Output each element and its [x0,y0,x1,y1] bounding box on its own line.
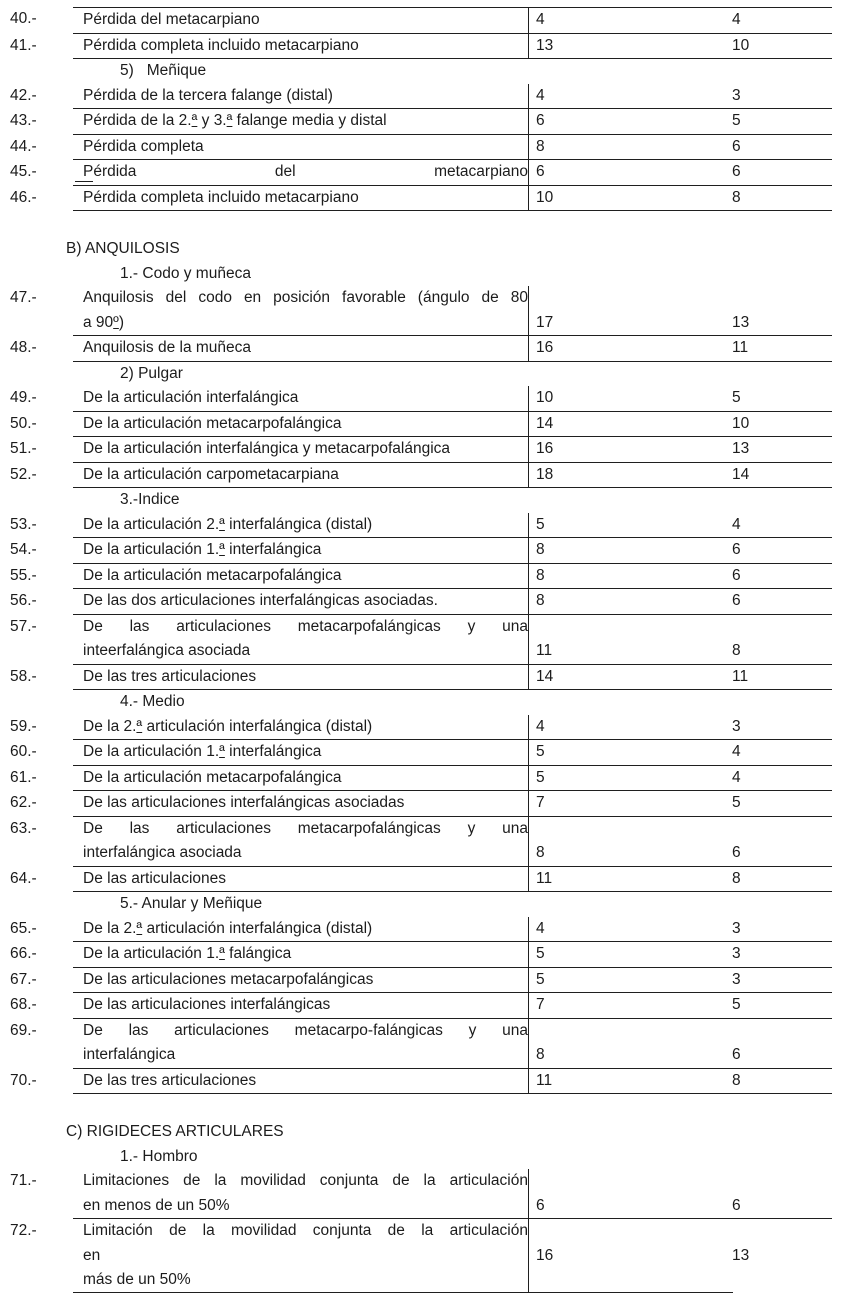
table-row [0,412,852,438]
group-header-label: 2) Pulgar [120,364,183,382]
row-description [73,538,528,563]
row-number: 71.- [10,1172,37,1189]
row-body [73,791,832,817]
row-description [73,160,528,185]
row-description [73,968,528,993]
table-row [0,766,852,792]
row-body [73,412,832,438]
row-description [73,766,528,791]
row-number: 55.- [10,566,37,584]
row-number: 42.- [10,86,37,104]
row-number: 49.- [10,389,37,406]
ordinal-indicator: ª [219,515,225,533]
row-body [73,538,832,564]
row-description-line: De las dos articulaciones interfalángicas asociadas. [83,592,438,609]
value-column-2-cell: 8 [732,188,741,206]
value-column-2-cell: 4 [732,743,741,760]
group-header [0,690,852,715]
value-column-1-cell: 11 [528,615,732,664]
value-column-1-cell: 8 [528,564,732,589]
row-description-line: Pérdida de la tercera falange (distal) [83,86,333,104]
row-body [73,336,832,362]
row-description-line: De la 2.ª articulación interfalángica (distal) [83,919,373,937]
table-row [0,942,852,968]
value-column-1-cell: 6 [528,1169,732,1218]
value-column-1-cell: 10 [528,186,732,211]
value-column-2-cell: 6 [732,541,741,558]
value-column-1-cell: 8 [528,1019,732,1068]
row-body [73,740,832,766]
ordinal-indicator: ª [136,919,143,937]
row-description-line: De la articulación interfalángica y metacarpofalángica [83,440,451,457]
row-description-line: Anquilosis del codo en posición favorable (ángulo de 80 [83,289,528,306]
value-column-1-cell: 8 [528,589,732,614]
value-column-1-cell: 8 [528,135,732,160]
ordinal-indicator: ª [226,112,233,129]
row-number: 59.- [10,717,37,735]
table-row [0,538,852,564]
row-number: 68.- [10,996,37,1013]
row-body [73,1219,832,1293]
row-description-line: Anquilosis de la muñeca [83,339,252,356]
row-body [73,1019,832,1069]
row-number: 45.- [10,163,37,180]
value-column-2-cell: 6 [732,1046,741,1063]
row-number: 54.- [10,541,37,558]
table-row [0,791,852,817]
table-row [0,286,852,336]
row-description [73,109,528,134]
row-description [73,513,528,538]
ordinal-indicator: ª [219,541,225,558]
row-description-line: De las articulaciones metacarpofalángicas y una [83,819,528,837]
value-column-1-cell: 14 [528,412,732,437]
value-column-2-cell: 5 [732,112,741,129]
group-header-label: 1.- Hombro [120,1147,198,1165]
row-number: 58.- [10,667,37,685]
value-column-2-cell: 3 [732,717,741,735]
row-number: 47.- [10,289,37,306]
row-body [73,589,832,615]
value-column-1-cell: 17 [528,286,732,335]
row-description [73,286,528,335]
section-header-label: B) ANQUILOSIS [66,240,180,257]
row-description [73,463,528,488]
row-description-line: De la articulación 2.ª interfalángica (distal) [83,515,373,533]
row-body [73,463,832,489]
value-column-1-cell: 13 [528,34,732,59]
table-row [0,135,852,161]
row-description [73,437,528,462]
row-description [73,135,528,160]
value-column-2-cell: 6 [732,1196,741,1214]
value-column-1-cell: 14 [528,665,732,690]
table-row [0,917,852,943]
value-column-1-cell: 11 [528,1069,732,1094]
row-number: 52.- [10,465,37,483]
section-header [0,237,852,262]
group-header [0,488,852,513]
row-number: 60.- [10,743,37,760]
row-number: 63.- [10,819,37,837]
row-description [73,615,528,664]
section-header [0,1120,852,1145]
row-body [73,615,832,665]
ordinal-indicator: ª [219,945,225,962]
value-column-1-cell: 4 [528,917,732,942]
ordinal-indicator: º [113,313,119,331]
table-row [0,186,852,212]
row-description [73,1169,528,1218]
row-description [73,564,528,589]
value-column-2-cell: 13 [732,440,750,457]
row-description-line: Pérdida del metacarpiano [83,163,528,180]
row-body [73,109,832,135]
value-column-2-cell: 6 [732,137,741,155]
table-row [0,386,852,412]
row-description-line: Limitación de la movilidad conjunta de la articulación [83,1222,528,1239]
value-column-2-cell: 3 [732,86,741,104]
group-header [0,1145,852,1170]
table-row [0,463,852,489]
table-row [0,615,852,665]
table-row [0,34,852,60]
value-column-1-cell: 16 [528,437,732,462]
group-header-label: 5.- Anular y Meñique [120,895,263,912]
row-number: 40.- [10,10,37,27]
row-body [73,34,832,60]
row-description [73,867,528,892]
value-column-2-cell: 5 [732,794,741,811]
row-description-line: De la articulación 1.ª interfalángica [83,541,322,558]
row-description [73,386,528,411]
row-description-line: De las tres articulaciones [83,667,257,685]
value-column-1-cell: 8 [528,817,732,866]
row-body [73,386,832,412]
row-description [73,589,528,614]
row-description-line: De las articulaciones metacarpo-falángicas y una [83,1021,528,1039]
row-description-line: Pérdida de la 2.ª y 3.ª falange media y distal [83,112,387,129]
row-number: 57.- [10,617,37,635]
value-column-1-cell: 4 [528,8,732,33]
value-column-1-cell: 16 [528,1219,732,1293]
table-row [0,817,852,867]
value-column-1-cell: 6 [528,109,732,134]
row-description [73,993,528,1018]
row-body [73,135,832,161]
row-description [73,34,528,59]
value-column-2-cell: 4 [732,768,741,786]
row-body [73,867,832,893]
section-header-label: C) RIGIDECES ARTICULARES [66,1123,284,1140]
row-body [73,7,832,34]
row-description-line: inteerfalángica asociada [83,642,251,659]
value-column-1-cell: 10 [528,386,732,411]
row-description [73,1019,528,1068]
table-row [0,564,852,590]
ordinal-indicator: ª [136,717,143,735]
value-column-2-cell: 3 [732,919,741,937]
value-column-1-cell: 5 [528,513,732,538]
row-number: 70.- [10,1071,37,1089]
stray-underline-mark [75,181,93,182]
row-body [73,942,832,968]
value-column-1-cell: 5 [528,968,732,993]
row-description [73,336,528,361]
row-body [73,917,832,943]
row-description [73,817,528,866]
row-description [73,715,528,740]
row-description [73,917,528,942]
group-header [0,59,852,84]
row-body [73,993,832,1019]
row-description [73,1069,528,1094]
table-row [0,1169,852,1219]
row-description-line: De las articulaciones [83,869,227,887]
row-number: 43.- [10,112,37,129]
table-row [0,84,852,110]
row-body [73,513,832,539]
group-header-label: 4.- Medio [120,693,185,710]
value-column-2-cell: 6 [732,163,741,180]
value-column-1-cell: 11 [528,867,732,892]
value-column-2-cell: 4 [732,11,741,28]
row-description-line: De la articulación 1.ª interfalángica [83,743,322,760]
row-number: 62.- [10,794,37,811]
group-header-label: 3.-Indice [120,491,180,508]
group-header-label: 1.- Codo y muñeca [120,264,251,282]
row-description-line: De la articulación 1.ª falángica [83,945,292,962]
row-body [73,715,832,741]
value-column-1-cell: 4 [528,715,732,740]
row-description [73,942,528,967]
value-column-2-cell: 5 [732,996,741,1013]
table-row [0,109,852,135]
table-row [0,160,852,186]
row-body [73,665,832,691]
row-description-line: Limitaciones de la movilidad conjunta de la articulación [83,1172,528,1189]
row-description-line: en menos de un 50% [83,1196,230,1214]
value-column-2-cell: 13 [732,1246,750,1264]
value-column-2-cell: 8 [732,1071,741,1089]
row-number: 53.- [10,515,37,533]
group-header [0,262,852,287]
value-column-2-cell: 10 [732,36,750,54]
row-body [73,766,832,792]
value-column-1-cell: 5 [528,740,732,765]
row-description [73,186,528,211]
row-number: 50.- [10,414,37,432]
table-row [0,867,852,893]
row-description-line: interfalángica asociada [83,844,242,861]
row-description-line: De la articulación interfalángica [83,389,299,406]
value-column-2-cell: 3 [732,945,741,962]
ordinal-indicator: ª [191,112,198,129]
value-column-2-cell: 6 [732,566,741,584]
group-header [0,892,852,917]
row-number: 72.- [10,1222,37,1239]
value-column-2-cell: 14 [732,465,750,483]
value-column-1-cell: 7 [528,993,732,1018]
row-number: 44.- [10,137,37,155]
ordinal-indicator: ª [219,743,225,760]
row-description [73,740,528,765]
value-column-2-cell: 11 [732,667,749,685]
row-body [73,286,832,336]
row-body [73,160,832,186]
value-column-2-cell: 4 [732,515,741,533]
group-header-label: 5) Meñique [120,62,207,79]
row-description-line: De las tres articulaciones [83,1071,257,1089]
row-number: 66.- [10,945,37,962]
row-number: 51.- [10,440,37,457]
row-description-line: a 90º) [83,313,125,331]
table-row [0,968,852,994]
row-body [73,968,832,994]
row-description-line: De las articulaciones metacarpofalángicas y una [83,617,528,635]
table-row [0,740,852,766]
value-column-1-cell: 5 [528,942,732,967]
row-body [73,1169,832,1219]
row-description-line: De la articulación metacarpofalángica [83,414,342,432]
table-row [0,715,852,741]
row-number: 69.- [10,1021,37,1039]
value-column-1-cell: 8 [528,538,732,563]
row-number: 64.- [10,869,37,887]
value-column-1-cell: 7 [528,791,732,816]
row-description-line: Pérdida completa [83,137,204,155]
row-description-line: más de un 50% [83,1271,191,1288]
row-body [73,437,832,463]
row-description [73,8,528,33]
value-column-2-cell: 5 [732,389,741,406]
value-column-2-cell: 8 [732,869,741,887]
value-column-2-cell: 11 [732,339,749,356]
row-description [73,791,528,816]
row-body [73,1069,832,1095]
row-description-line: en [83,1246,101,1264]
row-description-line: De la articulación metacarpofalángica [83,768,342,786]
value-column-1-cell: 5 [528,766,732,791]
row-number: 65.- [10,919,37,937]
group-header [0,362,852,387]
table-row [0,513,852,539]
row-description [73,84,528,109]
row-description-line: Pérdida completa incluido metacarpiano [83,36,359,54]
row-number: 46.- [10,188,37,206]
value-column-2-cell: 13 [732,313,750,331]
table-row [0,589,852,615]
row-description [73,665,528,690]
row-number: 48.- [10,339,37,356]
value-column-1-cell: 6 [528,160,732,185]
row-number: 67.- [10,970,37,988]
row-number: 41.- [10,36,37,54]
row-description-line: De las articulaciones interfalángicas asociadas [83,794,405,811]
value-column-2-cell: 3 [732,970,741,988]
row-body [73,84,832,110]
value-column-2-cell: 6 [732,844,741,861]
row-description [73,1219,528,1293]
row-description-line: Pérdida completa incluido metacarpiano [83,188,359,206]
row-number: 61.- [10,768,37,786]
row-description-line: Pérdida del metacarpiano [83,11,260,28]
row-body [73,564,832,590]
row-body [73,186,832,212]
value-column-2-cell: 8 [732,642,741,659]
row-description-line: interfalángica [83,1046,176,1063]
row-description-line: De la 2.ª articulación interfalángica (distal) [83,717,373,735]
table-row [0,7,852,34]
table-row [0,665,852,691]
table-row [0,336,852,362]
row-description-line: De la articulación carpometacarpiana [83,465,339,483]
value-column-1-cell: 4 [528,84,732,109]
row-description-line: De la articulación metacarpofalángica [83,566,342,584]
row-description-line: De las articulaciones metacarpofalángicas [83,970,374,988]
table-row [0,1069,852,1095]
value-column-1-cell: 18 [528,463,732,488]
row-description-line: De las articulaciones interfalángicas [83,996,331,1013]
row-body [73,817,832,867]
table-row [0,437,852,463]
value-column-2-cell: 10 [732,414,750,432]
row-number: 56.- [10,592,37,609]
value-column-2-cell: 6 [732,592,741,609]
table-row [0,993,852,1019]
value-column-1-cell: 16 [528,336,732,361]
row-description [73,412,528,437]
table-row [0,1019,852,1069]
table-row [0,1219,852,1293]
